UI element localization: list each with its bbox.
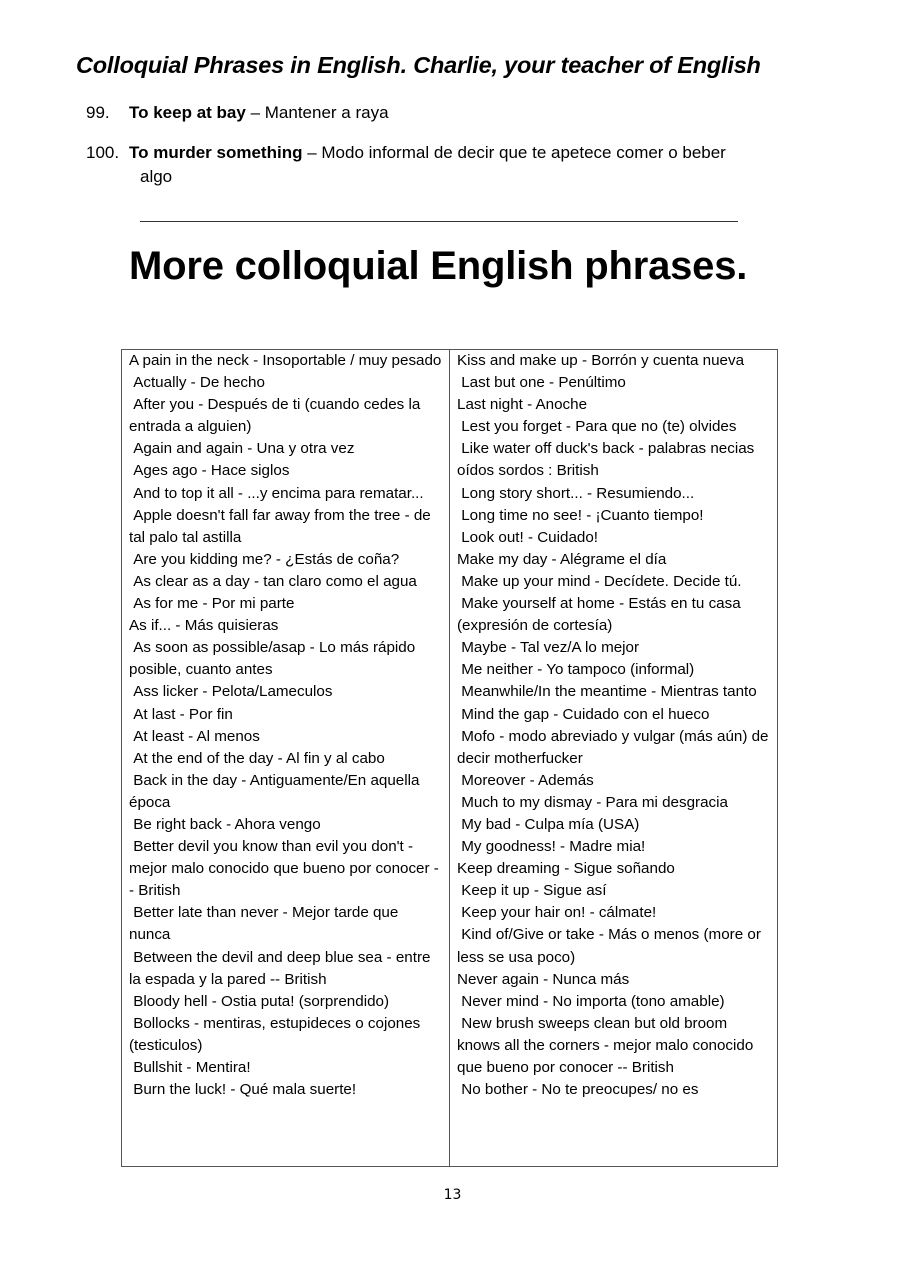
phrase-entry: Never again - Nunca más	[457, 970, 630, 988]
phrase-entry: Make my day - Alégrame el día	[457, 550, 667, 568]
phrase-entry: Maybe - Tal vez/A lo mejor	[457, 639, 640, 657]
horizontal-separator	[140, 221, 738, 222]
item-term: To murder something	[129, 143, 303, 162]
phrase-entry: Long story short... - Resumiendo...	[457, 484, 695, 502]
item-definition: Modo informal de decir que te apetece comer o beber	[321, 143, 726, 162]
phrase-entry: Better devil you know than evil you don't - mejor malo conocido que bueno por conocer -- British	[129, 838, 439, 900]
phrase-entry: Long time no see! - ¡Cuanto tiempo!	[457, 506, 704, 524]
phrase-entry: My bad - Culpa mía (USA)	[457, 815, 640, 833]
phrase-entry: Are you kidding me? - ¿Estás de coña?	[129, 550, 400, 568]
numbered-item-99	[86, 101, 786, 125]
phrase-entry: Me neither - Yo tampoco (informal)	[457, 661, 695, 679]
phrase-entry: Ass licker - Pelota/Lameculos	[129, 683, 333, 701]
phrase-entry: Keep it up - Sigue así	[457, 882, 607, 900]
phrase-entry: Keep dreaming - Sigue soñando	[457, 860, 675, 878]
phrase-entry: Lest you forget - Para que no (te) olvides	[457, 418, 737, 436]
phrase-entry: My goodness! - Madre mia!	[457, 838, 646, 856]
item-separator: –	[302, 143, 322, 162]
item-number: 100.	[86, 143, 120, 162]
item-separator: –	[245, 103, 265, 122]
phrase-entry: Kiss and make up - Borrón y cuenta nueva	[457, 352, 745, 369]
phrase-entry: Moreover - Además	[457, 771, 594, 789]
phrase-entry: Mind the gap - Cuidado con el hueco	[457, 705, 710, 723]
phrase-entry: As soon as possible/asap - Lo más rápido posible, cuanto antes	[129, 639, 420, 679]
phrase-entry: Again and again - Una y otra vez	[129, 440, 355, 458]
document-header: Colloquial Phrases in English. Charlie, your teacher of English	[76, 52, 761, 78]
phrase-entry: At last - Por fin	[129, 705, 233, 723]
phrase-entry: As for me - Por mi parte	[129, 595, 295, 613]
phrase-entry: Last night - Anoche	[457, 396, 588, 414]
phrase-entry: A pain in the neck - Insoportable / muy pesado	[129, 352, 442, 369]
phrase-entry: Keep your hair on! - cálmate!	[457, 904, 657, 922]
item-term: To keep at bay	[129, 103, 246, 122]
phrase-entry: Look out! - Cuidado!	[457, 528, 599, 546]
phrase-entry: As if... - Más quisieras	[129, 617, 279, 635]
phrase-entry: Kind of/Give or take - Más o menos (more or less se usa poco)	[457, 926, 766, 966]
phrase-entry: Burn the luck! - Qué mala suerte!	[129, 1081, 357, 1099]
phrase-entry: Bullshit - Mentira!	[129, 1059, 251, 1076]
phrase-entry: Between the devil and deep blue sea - entre la espada y la pared -- British	[129, 948, 435, 988]
phrase-entry: Make up your mind - Decídete. Decide tú.	[457, 572, 742, 590]
phrase-entry: Apple doesn't fall far away from the tree - de tal palo tal astilla	[129, 506, 435, 546]
phrase-entry: New brush sweeps clean but old broom knows all the corners - mejor malo conocido que bueno por conocer -- British	[457, 1014, 758, 1076]
phrase-entry: Much to my dismay - Para mi desgracia	[457, 793, 728, 811]
phrase-entry: Better late than never - Mejor tarde que nunca	[129, 904, 403, 944]
phrase-entry: No bother - No te preocupes/ no es	[457, 1081, 699, 1099]
phrase-column-left	[122, 350, 450, 1166]
phrase-entry: After you - Después de ti (cuando cedes la entrada a alguien)	[129, 396, 425, 436]
phrase-entry: Never mind - No importa (tono amable)	[457, 992, 725, 1010]
phrase-entry: Ages ago - Hace siglos	[129, 462, 290, 480]
phrase-entry: At the end of the day - Al fin y al cabo	[129, 749, 385, 767]
phrase-entry: Mofo - modo abreviado y vulgar (más aún) de decir motherfucker	[457, 727, 773, 767]
page-number: 13	[443, 1187, 462, 1203]
phrase-entry: Meanwhile/In the meantime - Mientras tanto	[457, 683, 757, 701]
section-title: More colloquial English phrases.	[129, 244, 748, 288]
phrase-entry: Back in the day - Antiguamente/En aquella época	[129, 771, 424, 811]
item-number: 99.	[86, 103, 110, 122]
phrase-entry: Actually - De hecho	[129, 374, 265, 392]
phrase-column-right	[450, 350, 777, 1166]
phrase-table	[121, 349, 778, 1167]
phrase-entry: Bloody hell - Ostia puta! (sorprendido)	[129, 992, 390, 1010]
phrase-entry: Bollocks - mentiras, estupideces o cojones (testiculos)	[129, 1014, 425, 1054]
phrase-entry: Be right back - Ahora vengo	[129, 815, 321, 833]
item-definition-continuation: algo	[140, 167, 173, 186]
phrase-entry: As clear as a day - tan claro como el agua	[129, 572, 417, 590]
numbered-item-100	[86, 141, 786, 189]
phrase-entry: And to top it all - ...y encima para rematar...	[129, 484, 424, 502]
phrase-entry: Last but one - Penúltimo	[457, 374, 626, 392]
phrase-entry: Like water off duck's back - palabras necias oídos sordos : British	[457, 440, 759, 480]
phrase-entry: At least - Al menos	[129, 727, 260, 745]
phrase-entry: Make yourself at home - Estás en tu casa (expresión de cortesía)	[457, 595, 745, 635]
item-definition: Mantener a raya	[264, 103, 389, 122]
